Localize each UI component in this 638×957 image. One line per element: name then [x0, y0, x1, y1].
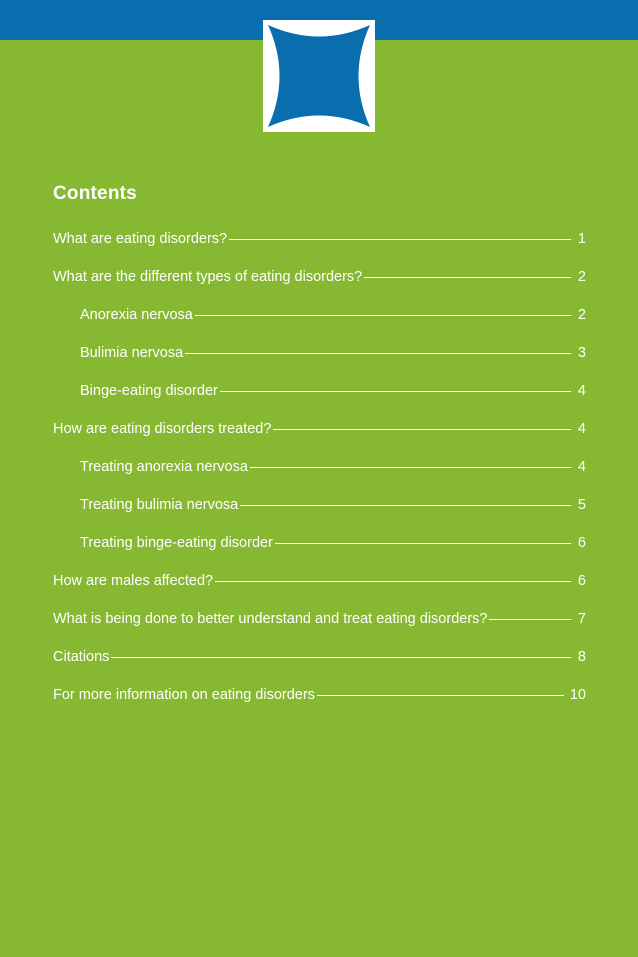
toc-entry-page: 2 [577, 307, 586, 323]
toc-entry-label: What are the different types of eating disorders? [53, 269, 363, 285]
toc-leader-line [273, 429, 571, 430]
toc-entry-label: How are males affected? [53, 573, 214, 589]
toc-entry-label: What are eating disorders? [53, 231, 228, 247]
toc-subentry[interactable] [53, 458, 586, 496]
toc-entry-label: How are eating disorders treated? [53, 421, 272, 437]
toc-leader-line [489, 619, 571, 620]
toc-entry-page: 4 [577, 383, 586, 399]
toc-entry[interactable] [53, 572, 586, 610]
toc-entry-label: Bulimia nervosa [80, 345, 184, 361]
toc-leader-line [275, 543, 571, 544]
table-of-contents [53, 230, 586, 724]
toc-entry-label: Treating anorexia nervosa [80, 459, 248, 475]
toc-entry[interactable] [53, 686, 586, 724]
toc-subentry[interactable] [53, 496, 586, 534]
toc-entry[interactable] [53, 230, 586, 268]
toc-leader-line [215, 581, 571, 582]
toc-leader-line [220, 391, 571, 392]
toc-entry-page: 6 [577, 573, 586, 589]
toc-entry-label: For more information on eating disorders [53, 687, 315, 703]
toc-subentry[interactable] [53, 534, 586, 572]
logo [263, 20, 375, 132]
toc-leader-line [229, 239, 571, 240]
toc-subentry[interactable] [53, 344, 586, 382]
toc-entry-page: 5 [577, 497, 586, 513]
contents-title: Contents [53, 183, 137, 204]
toc-leader-line [364, 277, 571, 278]
toc-entry[interactable] [53, 268, 586, 306]
toc-entry[interactable] [53, 648, 586, 686]
toc-subentry[interactable] [53, 382, 586, 420]
toc-entry-label: Binge-eating disorder [80, 383, 218, 399]
toc-leader-line [195, 315, 571, 316]
toc-leader-line [240, 505, 571, 506]
toc-entry-label: Treating binge-eating disorder [80, 535, 273, 551]
toc-entry-page: 6 [577, 535, 586, 551]
toc-leader-line [185, 353, 571, 354]
toc-entry[interactable] [53, 610, 586, 648]
toc-entry-page: 2 [577, 269, 586, 285]
toc-entry-page: 1 [577, 231, 586, 247]
toc-entry[interactable] [53, 420, 586, 458]
toc-entry-label: What is being done to better understand and treat eating disorders? [53, 611, 488, 627]
toc-entry-label: Anorexia nervosa [80, 307, 193, 323]
toc-entry-page: 3 [577, 345, 586, 361]
toc-entry-page: 10 [569, 687, 586, 703]
toc-entry-page: 4 [577, 459, 586, 475]
toc-leader-line [250, 467, 571, 468]
toc-entry-page: 7 [577, 611, 586, 627]
toc-entry-page: 4 [577, 421, 586, 437]
toc-entry-page: 8 [577, 649, 586, 665]
toc-leader-line [317, 695, 564, 696]
four-point-star-icon [263, 20, 375, 132]
toc-entry-label: Citations [53, 649, 110, 665]
toc-leader-line [111, 657, 571, 658]
toc-entry-label: Treating bulimia nervosa [80, 497, 239, 513]
toc-subentry[interactable] [53, 306, 586, 344]
